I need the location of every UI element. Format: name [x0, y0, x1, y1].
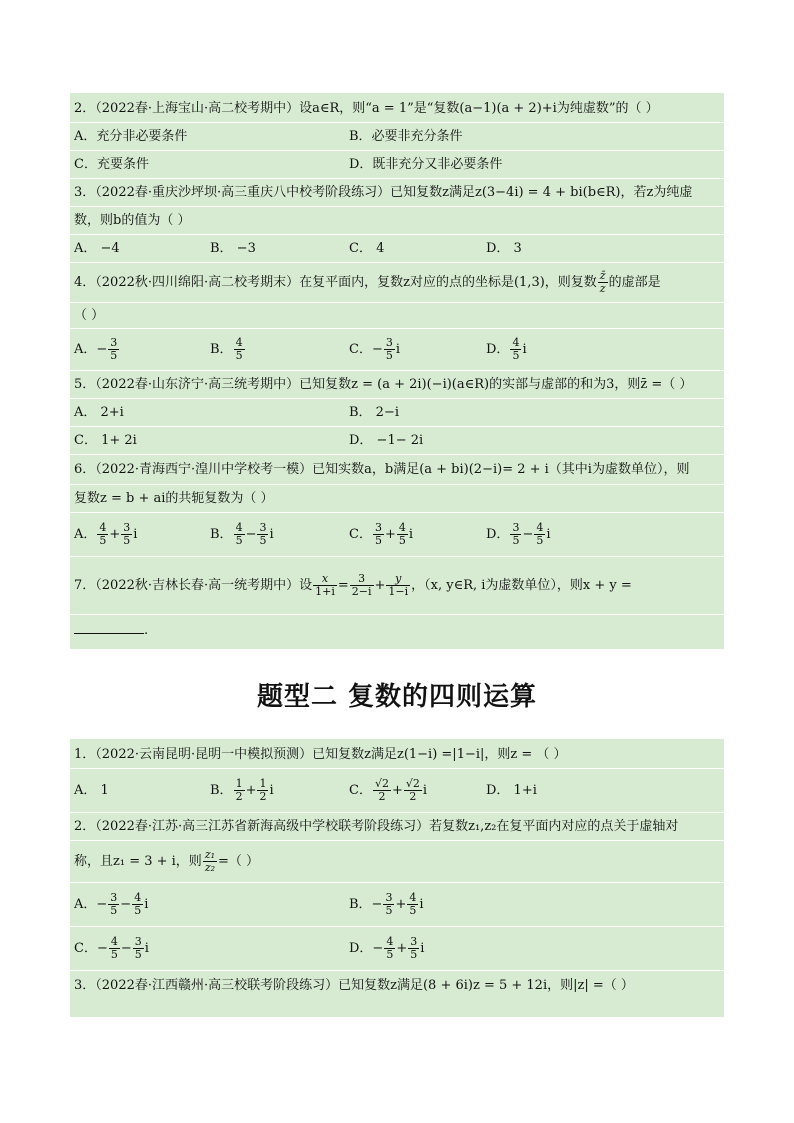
q3-options [70, 235, 724, 263]
q6-option-b[interactable]: B． $\frac{4}{5}$ − $\frac{3}{5}$ i [210, 521, 274, 547]
q7-answer-blank[interactable] [74, 633, 144, 634]
q5-option-a[interactable]: A． 2+i [74, 405, 124, 420]
q3-option-d[interactable]: D． 3 [486, 241, 522, 256]
s2-q2-option-d[interactable]: D．− $\frac{4}{5}$ + $\frac{3}{5}$ i [349, 935, 425, 961]
s2-q2-option-a[interactable]: A．− $\frac{3}{5}$ − $\frac{4}{5}$ i [74, 891, 149, 917]
q3-stem-line1: 3．（2022春·重庆沙坪坝·高三重庆八中校考阶段练习）已知复数z满足z(3−4i) = 4 + bi(b∈R)，若z为纯虚 [70, 179, 724, 207]
s2-q2-options-row2 [70, 927, 724, 971]
s2-q1-stem: 1．（2022·云南昆明·昆明一中模拟预测）已知复数z满足z(1−i) =|1−i|，则z = （ ） [70, 741, 724, 769]
q6-stem-line1: 6．（2022·青海西宁·湟川中学校考一模）已知实数a，b满足(a + bi)(2−i)= 2 + i（其中i为虚数单位），则 [70, 455, 724, 485]
q4-option-b[interactable]: B． $\frac{4}{5}$ [210, 336, 243, 362]
q5-option-b[interactable]: B． 2−i [349, 405, 400, 420]
section-title: 题型二 复数的四则运算 [256, 682, 538, 712]
q7-stem: 7．（2022秋·吉林长春·高一统考期中）设 $\frac{x}{1+i}$ = $\frac{3}{2-i}$ + $\frac{y}{1-i}$ ，（x, y∈R, i为虚数单位），则x + y = [70, 557, 724, 615]
q2-option-d[interactable]: D．既非充分又非必要条件 [349, 157, 503, 172]
q2-stem: 2．（2022春·上海宝山·高二校考期中）设a∈R，则“a = 1”是“复数(a−1)(a + 2)+i为纯虚数”的（ ） [70, 95, 724, 123]
q4-fraction: $\frac{z̄}{z}$ [599, 269, 606, 295]
q4-option-a[interactable]: A．− $\frac{3}{5}$ [74, 336, 118, 362]
s2-q3-stem: 3．（2022春·江西赣州·高三校联考阶段练习）已知复数z满足(8 + 6i)z = 5 + 12i，则|z| =（ ） [74, 978, 634, 993]
q6-option-d[interactable]: D． $\frac{3}{5}$ − $\frac{4}{5}$ i [486, 521, 551, 547]
s2-q1-option-a[interactable]: A． 1 [74, 783, 109, 798]
q6-option-a[interactable]: A． $\frac{4}{5}$ + $\frac{3}{5}$ i [74, 521, 138, 547]
s2-q1-options [70, 769, 724, 813]
q5-option-d[interactable]: D． −1− 2i [349, 433, 424, 448]
q6-stem-line2: 复数z = b + ai的共轭复数为（ ） [70, 485, 724, 513]
q4-stem-line1: 4．（2022秋·四川绵阳·高二校考期末）在复平面内，复数z对应的点的坐标是(1,3)，则复数 $\frac{z̄}{z}$ 的虚部是 [70, 263, 724, 303]
q4-stem-line2: （ ） [70, 303, 724, 329]
q5-option-c[interactable]: C． 1+ 2i [74, 433, 137, 448]
s2-q2-options-row1 [70, 883, 724, 927]
question-block-2 [70, 739, 724, 1017]
s2-q1-option-b[interactable]: B． $\frac{1}{2}$ + $\frac{1}{2}$ i [210, 777, 274, 803]
q3-option-b[interactable]: B． −3 [210, 241, 256, 256]
s2-q1-option-c[interactable]: C． $\frac{√2}{2}$ + $\frac{√2}{2}$ i [349, 777, 428, 803]
q6-option-c[interactable]: C． $\frac{3}{5}$ + $\frac{4}{5}$ i [349, 521, 414, 547]
q4-option-d[interactable]: D． $\frac{4}{5}$ i [486, 336, 527, 362]
q5-stem: 5．（2022春·山东济宁·高三统考期中）已知复数z = (a + 2i)(−i)(a∈R)的实部与虚部的和为3，则z̄ =（ ） [70, 371, 724, 399]
q5-options-row2 [70, 427, 724, 455]
q2-options-row2 [70, 151, 724, 179]
q4-options [70, 329, 724, 371]
q3-option-c[interactable]: C． 4 [349, 241, 385, 256]
q2-options-row1 [70, 123, 724, 151]
q3-stem-line2: 数，则b的值为（ ） [70, 207, 724, 235]
q2-option-c[interactable]: C．充要条件 [74, 157, 149, 172]
q2-option-b[interactable]: B．必要非充分条件 [349, 129, 463, 144]
question-block-1 [70, 93, 724, 649]
q2-option-a[interactable]: A．充分非必要条件 [74, 129, 188, 144]
s2-q2-stem-line2: 称，且z₁ = 3 + i，则 $\frac{\text{z₁}}{\text{z₂}}$ =（ ） [70, 841, 724, 883]
q4-option-c[interactable]: C．− $\frac{3}{5}$ i [349, 336, 401, 362]
q6-options [70, 513, 724, 557]
q3-option-a[interactable]: A． −4 [74, 241, 120, 256]
q5-options-row1 [70, 399, 724, 427]
s2-q2-option-b[interactable]: B．− $\frac{3}{5}$ + $\frac{4}{5}$ i [349, 891, 424, 917]
s2-q1-option-d[interactable]: D． 1+i [486, 783, 537, 798]
s2-q2-stem-line1: 2．（2022春·江苏·高三江苏省新海高级中学校联考阶段练习）若复数z₁,z₂在复平面内对应的点关于虚轴对 [70, 813, 724, 841]
s2-q2-option-c[interactable]: C．− $\frac{4}{5}$ − $\frac{3}{5}$ i [74, 935, 149, 961]
q7-answer-line: . [70, 615, 724, 647]
